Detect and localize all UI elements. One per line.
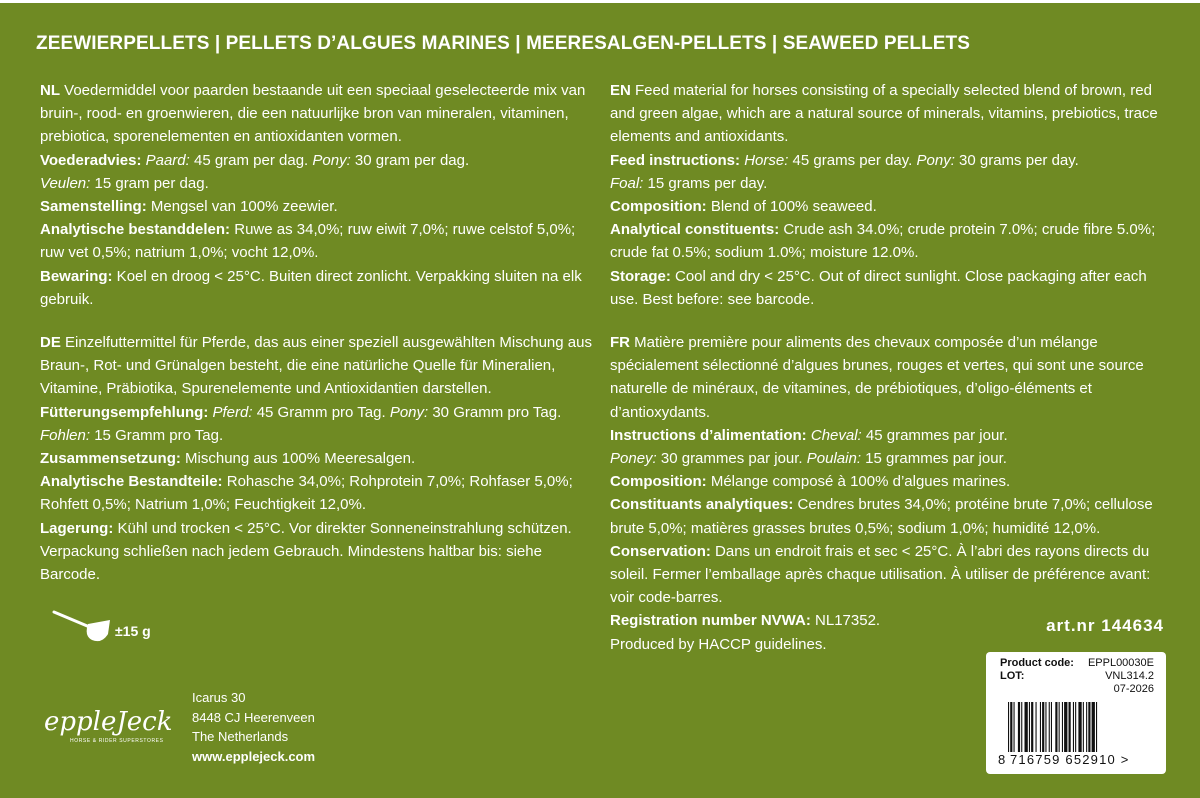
foal-value: 15 grams per day.: [643, 174, 768, 192]
horse-label: Pferd:: [212, 403, 253, 421]
composition-value: Mélange composé à 100% d’algues marines.: [706, 473, 1011, 491]
intro-text: Voedermiddel voor paarden bestaande uit een speciaal geselecteerde mix van bruin-, rood- en groenwieren, die een natuurlijke bron van mineralen, vitaminen, prebiotica, sporenelementen en antioxidanten vormen.: [40, 82, 586, 146]
barcode-bar: [1010, 702, 1012, 752]
barcode-bar: [1096, 702, 1097, 752]
pony-value: 30 grams per day.: [954, 151, 1079, 169]
analytical-label: Analytische bestanddelen:: [40, 221, 231, 239]
pony-label: Pony:: [389, 403, 429, 421]
section-en: [610, 79, 1166, 311]
storage-label: Conservation:: [610, 542, 711, 560]
scoop-icon: [52, 606, 114, 646]
barcode-bar: [1092, 702, 1095, 752]
analytical-label: Analytische Bestandteile:: [40, 473, 223, 491]
top-border: [0, 0, 1200, 3]
barcode-bar: [1025, 702, 1028, 752]
section-nl: [40, 79, 596, 311]
lot-value: VNL314.2: [1105, 670, 1154, 682]
logo-tagline: HORSE & RIDER SUPERSTORES: [70, 738, 164, 744]
horse-value: 45 gram per dag.: [189, 151, 313, 169]
horse-label: Paard:: [145, 151, 190, 169]
barcode-bar: [1040, 702, 1041, 752]
barcode-digits: 716759 652910 >: [1010, 752, 1130, 767]
horse-value: 45 Gramm pro Tag.: [252, 403, 390, 421]
barcode-bar: [1078, 702, 1081, 752]
barcode-bar: [1018, 702, 1020, 752]
lang-code: FR: [610, 334, 630, 351]
address-line: Icarus 30: [192, 690, 246, 705]
barcode-bar: [1083, 702, 1084, 752]
storage-label: Bewaring:: [40, 267, 113, 285]
analytical-value: Ruwe as 34,0%; ruw eiwit 7,0%; ruwe celstof 5,0%; ruw vet 0,5%; natrium 1,0%; vocht 12,0%.: [40, 221, 576, 262]
intro-text: Einzelfuttermittel für Pferde, das aus einer speziell ausgewählten Mischung aus Braun-, Rot- und Grünalgen besteht, die eine natürliche Quelle für Mineralien, Vitamine, Präbiotika, Spurenelemente und Antioxidantien darstellen.: [40, 334, 592, 398]
lot-label: LOT:: [1000, 670, 1025, 682]
foal-label: Fohlen:: [40, 426, 91, 444]
barcode-bar: [1086, 702, 1087, 752]
storage-value: Cool and dry < 25°C. Out of direct sunlight. Close packaging after each use. Best before: see barcode.: [610, 267, 1147, 308]
barcode-bar: [1049, 702, 1050, 752]
barcode-bar: [1029, 702, 1030, 752]
haccp-text: Produced by HACCP guidelines.: [610, 635, 827, 653]
composition-label: Composition:: [610, 473, 707, 491]
storage-value: Koel en droog < 25°C. Buiten direct zonlicht. Verpakking sluiten na elk gebruik.: [40, 267, 582, 308]
barcode-bar: [1031, 702, 1033, 752]
barcode-bar: [1014, 702, 1015, 752]
article-number: art.nr 144634: [1046, 616, 1164, 635]
horse-label: Cheval:: [810, 426, 862, 444]
barcode-bar: [1036, 702, 1037, 752]
barcode-first-digit: 8: [998, 752, 1006, 767]
intro-text: Matière première pour aliments des chevaux composée d’un mélange spécialement sélectionné d’algues brunes, rouges et vertes, qui sont une source naturelle de minéraux, de vitamines, de prébiotiques, d’oligo-éléments et d’antioxydants.: [610, 334, 1144, 421]
pony-label: Pony:: [916, 151, 955, 169]
barcode-bar: [1045, 702, 1046, 752]
pony-label: Pony:: [312, 151, 351, 169]
analytical-label: Constituants analytiques:: [610, 496, 794, 514]
foal-label: Veulen:: [40, 174, 91, 192]
analytical-value: Crude ash 34.0%; crude protein 7.0%; crude fibre 5.0%; crude fat 0.5%; sodium 1.0%; moisture 12.0%.: [610, 221, 1156, 262]
horse-value: 45 grammes par jour.: [861, 426, 1008, 444]
feed-label: Voederadvies:: [40, 151, 142, 169]
barcode-bar: [1075, 702, 1076, 752]
barcode-bar: [1073, 702, 1074, 752]
section-de: [40, 331, 596, 586]
barcode-bar: [1042, 702, 1044, 752]
feed-label: Feed instructions:: [610, 151, 741, 169]
barcode-bar: [1064, 702, 1067, 752]
analytical-value: Rohasche 34,0%; Rohprotein 7,0%; Rohfaser 5,0%; Rohfett 0,5%; Natrium 1,0%; Feuchtigkeit 12,0%.: [40, 473, 573, 514]
composition-label: Composition:: [610, 198, 707, 216]
feed-label: Fütterungsempfehlung:: [40, 403, 209, 421]
horse-value: 45 grams per day.: [788, 151, 917, 169]
lang-code: NL: [40, 82, 60, 99]
barcode-bar: [1069, 702, 1071, 752]
epplejeck-logo: [42, 700, 182, 750]
foal-value: 15 Gramm pro Tag.: [90, 426, 224, 444]
foal-value: 15 gram per dag.: [90, 174, 209, 192]
address-line: The Netherlands: [192, 729, 289, 744]
pony-label: Poney:: [610, 450, 657, 468]
lang-code: EN: [610, 82, 631, 99]
storage-label: Lagerung:: [40, 519, 114, 537]
registration-label: Registration number NVWA:: [610, 612, 811, 630]
composition-value: Mischung aus 100% Meeresalgen.: [180, 450, 416, 468]
barcode-bars: [1008, 702, 1148, 754]
website-link[interactable]: www.epplejeck.com: [192, 748, 316, 764]
barcode-bar: [1051, 702, 1052, 752]
foal-label: Foal:: [610, 174, 644, 192]
composition-value: Mengsel van 100% zeewier.: [146, 198, 338, 216]
lang-code: DE: [40, 334, 61, 351]
barcode-bar: [1059, 702, 1060, 752]
pony-value: 30 grammes par jour.: [656, 450, 807, 468]
section-fr: [610, 331, 1166, 656]
page-title: ZEEWIERPELLETS | PELLETS D’ALGUES MARINES | MEERESALGEN-PELLETS | SEAWEED PELLETS: [36, 33, 971, 54]
barcode-bar: [1008, 702, 1009, 752]
pony-value: 30 gram per dag.: [350, 151, 470, 169]
company-address: [192, 688, 315, 766]
foal-value: 15 grammes par jour.: [861, 450, 1007, 468]
composition-label: Zusammensetzung:: [40, 450, 181, 468]
intro-text: Feed material for horses consisting of a specially selected blend of brown, red and green algae, which are a natural source of minerals, vitamins, prebiotics, trace elements and antioxidants.: [610, 82, 1158, 146]
address-line: 8448 CJ Heerenveen: [192, 709, 315, 725]
barcode-bar: [1055, 702, 1057, 752]
registration-value: NL17352.: [810, 612, 881, 630]
product-code-value: EPPL00030E: [1087, 657, 1154, 669]
storage-value: Kühl und trocken < 25°C. Vor direkter Sonneneinstrahlung schützen. Verpackung schließen nach jedem Gebrauch. Mindestens haltbar bis: siehe Barcode.: [40, 519, 572, 584]
analytical-label: Analytical constituents:: [610, 221, 780, 239]
barcode-bar: [1088, 702, 1090, 752]
pony-value: 30 Gramm pro Tag.: [428, 403, 562, 421]
horse-label: Horse:: [744, 151, 789, 169]
storage-label: Storage:: [610, 267, 671, 285]
analytical-value: Cendres brutes 34,0%; protéine brute 7,0%; cellulose brute 5,0%; matières grasses brutes 0,5%; sodium 1,0%; humidité 12,0%.: [610, 496, 1153, 537]
barcode-bar: [1062, 702, 1063, 752]
logo-wordmark: eppleJeck: [44, 707, 173, 737]
barcode-label: [986, 652, 1166, 774]
composition-value: Blend of 100% seaweed.: [706, 198, 877, 216]
feed-label: Instructions d’alimentation:: [610, 426, 807, 444]
best-before-date: 07-2026: [1113, 683, 1154, 695]
storage-value: Dans un endroit frais et sec < 25°C. À l’abri des rayons directs du soleil. Fermer l’emballage après chaque utilisation. À utiliser de préférence avant: voir code-barres.: [610, 542, 1151, 607]
scoop-amount: ±15 g: [115, 623, 151, 639]
foal-label: Poulain:: [806, 450, 861, 468]
composition-label: Samenstelling:: [40, 198, 147, 216]
product-code-label: Product code:: [1000, 657, 1074, 669]
barcode-bar: [1021, 702, 1022, 752]
